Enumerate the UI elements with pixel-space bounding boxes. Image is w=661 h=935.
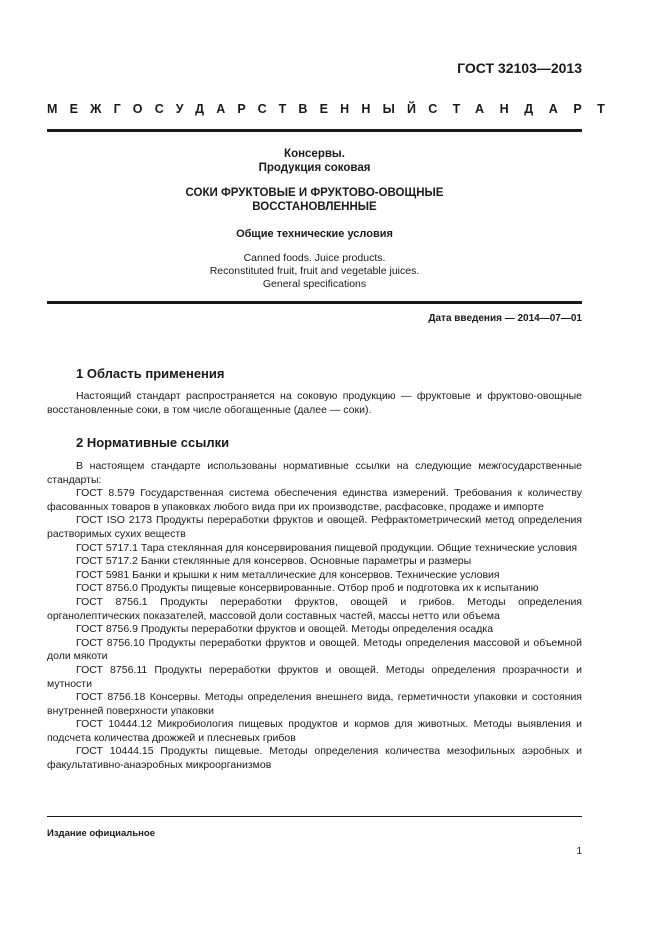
standard-code: ГОСТ 32103—2013	[457, 60, 582, 76]
title-line-1: Консервы.	[284, 148, 345, 160]
reference-paragraph: ГОСТ ISO 2173 Продукты переработки фруктов и овощей. Рефрактометрический метод определения растворимых сухих веществ	[47, 514, 582, 540]
reference-paragraph: ГОСТ 8756.11 Продукты переработки фруктов и овощей. Методы определения прозрачности и мутности	[47, 663, 582, 690]
section-1-paragraph: Настоящий стандарт распространяется на соковую продукцию — фруктовые и фруктово-овощные восстановленные соки, в том числе обогащенные (далее — соки).	[47, 390, 582, 416]
english-title-line-1: Canned foods. Juice products.	[243, 252, 386, 264]
section-1-heading: 1 Область применения	[76, 366, 225, 381]
reference-paragraph: ГОСТ 5717.2 Банки стеклянные для консервов. Основные параметры и размеры	[76, 555, 472, 568]
section-1-body	[47, 390, 582, 417]
section-2-body	[47, 460, 582, 773]
subtitle: Общие технические условия	[236, 228, 393, 240]
section-2-heading: 2 Нормативные ссылки	[76, 435, 230, 450]
footer-divider	[47, 816, 582, 817]
page-number: 1	[576, 846, 582, 857]
top-divider	[47, 129, 582, 132]
reference-paragraph: ГОСТ 5717.1 Тара стеклянная для консервирования пищевой продукции. Общие технические условия	[76, 541, 578, 554]
main-title-line-1: СОКИ ФРУКТОВЫЕ И ФРУКТОВО-ОВОЩНЫЕ	[185, 187, 444, 199]
reference-paragraph: В настоящем стандарте использованы нормативные ссылки на следующие межгосударственные стандарты:	[47, 460, 582, 486]
bottom-divider	[47, 301, 582, 304]
reference-paragraph: ГОСТ 10444.15 Продукты пищевые. Методы определения количества мезофильных аэробных и факультативно-анаэробных микроорганизмов	[47, 745, 582, 772]
english-title-line-3: General specifications	[262, 278, 367, 290]
title-line-2: Продукция соковая	[258, 162, 371, 174]
edition-note: Издание официальное	[47, 828, 155, 839]
reference-paragraph: ГОСТ 10444.12 Микробиология пищевых продуктов и кормов для животных. Методы выявления и подсчета количества дрожжей и плесневых грибов	[47, 718, 582, 744]
reference-paragraph: ГОСТ 8756.9 Продукты переработки фруктов и овощей. Методы определения осадка	[76, 623, 494, 636]
main-title-line-2: ВОССТАНОВЛЕННЫЕ	[252, 201, 377, 213]
english-title-line-2: Reconstituted fruit, fruit and vegetable juices.	[209, 265, 420, 277]
reference-paragraph: ГОСТ 8756.0 Продукты пищевые консервированные. Отбор проб и подготовка их к испытанию	[76, 582, 539, 595]
reference-paragraph: ГОСТ 8756.10 Продукты переработки фруктов и овощей. Методы определения массовой и объемной доли мякоти	[47, 636, 582, 663]
reference-paragraph: ГОСТ 8756.18 Консервы. Методы определения внешнего вида, герметичности упаковки и состояния внутренней поверхности упаковки	[47, 691, 582, 717]
reference-paragraph: ГОСТ 8.579 Государственная система обеспечения единства измерений. Требования к количеству фасованных товаров в упаковках любого вида при их производстве, расфасовке, продаже и импорте	[47, 487, 582, 513]
standard-type-word-2: СТАНДАРТ	[428, 102, 621, 116]
introduction-date: Дата введения — 2014—07—01	[428, 313, 582, 324]
reference-paragraph: ГОСТ 8756.1 Продукты переработки фруктов, овощей и грибов. Методы определения органолептических показателей, массовой доли составных частей, массы нетто или объема	[47, 595, 582, 622]
standard-type-banner	[47, 102, 621, 116]
standard-type-word-1: МЕЖГОСУДАРСТВЕННЫЙ	[47, 102, 429, 116]
reference-paragraph: ГОСТ 5981 Банки и крышки к ним металлические для консервов. Технические условия	[76, 568, 500, 581]
